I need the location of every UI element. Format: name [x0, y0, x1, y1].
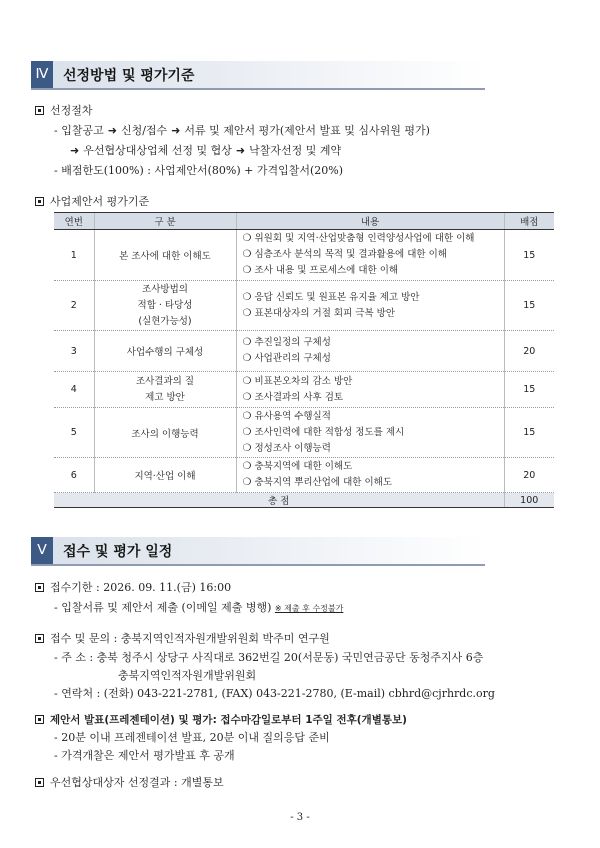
row-content: ❍ 위원회 및 지역·산업맞춤형 인력양성사업에 대한 이해 ❍ 심층조사 분석의 목적 및 결과활용에 대한 이해 ❍ 조사 내용 및 프로세스에 대한 이해 — [236, 230, 504, 281]
arrow-right-icon: ➜ — [70, 144, 80, 157]
row-number: 6 — [54, 458, 94, 493]
step: 낙찰자선정 및 계약 — [249, 144, 342, 157]
table-row — [54, 372, 554, 408]
col-header-content: 내용 — [236, 213, 504, 230]
row-category: 조사결과의 질 제고 방안 — [94, 372, 236, 408]
section-5-header — [31, 537, 485, 566]
arrow-right-icon: ➜ — [235, 144, 246, 157]
row-score: 15 — [504, 372, 554, 408]
row-number: 3 — [54, 331, 94, 372]
presentation-sub-1: - 20분 이내 프레젠테이션 발표, 20분 이내 질의응답 준비 — [54, 731, 330, 744]
circle-bullet-icon: ❍ — [242, 337, 252, 348]
square-bullet-icon — [35, 583, 44, 592]
no-modification-note: ※ 제출 후 수정불가 — [274, 604, 344, 613]
circle-bullet-icon: ❍ — [242, 307, 252, 319]
table-row — [54, 408, 554, 458]
circle-bullet-icon: ❍ — [242, 442, 252, 454]
procedure-steps-line-2 — [66, 144, 341, 158]
procedure-heading: 선정절차 — [35, 104, 93, 118]
procedure-steps-line-1: - 입찰공고 ➜ 신청/접수 ➜ 서류 및 제안서 평가(제안서 발표 및 심사위원 평가) — [54, 124, 430, 137]
circle-bullet-icon: ❍ — [242, 249, 252, 260]
arrow-right-icon: ➜ — [171, 124, 181, 137]
square-bullet-icon — [35, 634, 44, 643]
step: 우선협상대상업체 선정 및 협상 — [83, 144, 232, 157]
table-row — [54, 331, 554, 372]
row-number: 4 — [54, 372, 94, 408]
row-score: 15 — [504, 230, 554, 281]
step: 신청/접수 — [120, 124, 168, 137]
deadline: 접수기한 : 2026. 09. 11.(금) 16:00 — [35, 581, 231, 595]
square-bullet-icon — [35, 106, 44, 115]
row-category: 조사방법의 적합 · 타당성 (실현가능성) — [94, 281, 236, 331]
circle-bullet-icon: ❍ — [242, 426, 252, 438]
table-row — [54, 230, 554, 281]
circle-bullet-icon: ❍ — [242, 233, 252, 244]
section-title: 선정방법 및 평가기준 — [63, 67, 195, 84]
section-number: Ⅳ — [31, 61, 53, 88]
allocation-limit: - 배점한도(100%) : 사업제안서(80%) + 가격입찰서(20%) — [54, 164, 343, 177]
step: 입찰공고 — [61, 124, 104, 137]
table-header-row — [54, 213, 554, 230]
section-4-header — [31, 61, 485, 90]
row-category: 지역·산업 이해 — [94, 458, 236, 493]
circle-bullet-icon: ❍ — [242, 461, 252, 472]
total-score: 100 — [504, 493, 554, 508]
square-bullet-icon — [35, 778, 44, 787]
arrow-right-icon: ➜ — [107, 124, 117, 137]
circle-bullet-icon: ❍ — [242, 353, 252, 364]
row-number: 2 — [54, 281, 94, 331]
col-header-score: 배점 — [504, 213, 554, 230]
table-row — [54, 458, 554, 493]
section-number: Ⅴ — [31, 537, 53, 564]
deadline-sub: - 입찰서류 및 제안서 제출 (이메일 제출 병행) ※ 제출 후 수정불가 — [54, 601, 344, 614]
criteria-heading: 사업제안서 평가기준 — [35, 195, 149, 209]
selection-result: 우선협상대상자 선정결과 : 개별통보 — [35, 776, 224, 790]
circle-bullet-icon: ❍ — [242, 291, 252, 303]
col-header-no: 연번 — [54, 213, 94, 230]
phone: - 연락처 : (전화) 043-221-2781, (FAX) 043-221-2780, (E-mail) cbhrd@cjrhrdc.org — [54, 687, 495, 700]
row-category: 본 조사에 대한 이해도 — [94, 230, 236, 281]
row-number: 1 — [54, 230, 94, 281]
row-content: ❍ 충북지역에 대한 이해도 ❍ 충북지역 뿌리산업에 대한 이해도 — [236, 458, 504, 493]
evaluation-table — [54, 212, 554, 508]
presentation: 제안서 발표(프레젠테이션) 및 평가: 접수마감일로부터 1주일 전후(개별통보) — [35, 713, 407, 727]
circle-bullet-icon: ❍ — [242, 410, 252, 422]
circle-bullet-icon: ❍ — [242, 477, 252, 488]
page-number: - 3 - — [290, 812, 310, 823]
section-title: 접수 및 평가 일정 — [63, 543, 173, 560]
circle-bullet-icon: ❍ — [242, 265, 252, 276]
step: 서류 및 제안서 평가(제안서 발표 및 심사위원 평가) — [184, 124, 430, 137]
row-score: 15 — [504, 281, 554, 331]
address: - 주 소 : 충북 청주시 상당구 사직대로 362번길 20(서문동) 국민연금공단 동청주지사 6층 — [54, 651, 484, 664]
row-category: 사업수행의 구체성 — [94, 331, 236, 372]
square-bullet-icon — [35, 715, 44, 724]
circle-bullet-icon: ❍ — [242, 391, 252, 403]
row-content: ❍ 응답 신뢰도 및 원표본 유지율 제고 방안 ❍ 표본대상자의 거절 회피 극복 방안 — [236, 281, 504, 331]
row-score: 20 — [504, 458, 554, 493]
row-score: 20 — [504, 331, 554, 372]
row-content: ❍ 유사용역 수행실적 ❍ 조사인력에 대한 적합성 정도를 제시 ❍ 정성조사 이행능력 — [236, 408, 504, 458]
row-number: 5 — [54, 408, 94, 458]
total-label: 총 점 — [54, 493, 504, 508]
row-content: ❍ 추진일정의 구체성 ❍ 사업관리의 구체성 — [236, 331, 504, 372]
presentation-sub-2: - 가격개찰은 제안서 평가발표 후 공개 — [54, 749, 235, 762]
row-score: 15 — [504, 408, 554, 458]
table-row — [54, 281, 554, 331]
row-content: ❍ 비표본오차의 감소 방안 ❍ 조사결과의 사후 검토 — [236, 372, 504, 408]
table-total-row — [54, 493, 554, 508]
circle-bullet-icon: ❍ — [242, 375, 252, 387]
address-line-2: 충북지역인적자원개발위원회 — [118, 669, 257, 682]
square-bullet-icon — [35, 197, 44, 206]
contact: 접수 및 문의 : 충북지역인적자원개발위원회 박주미 연구원 — [35, 632, 330, 646]
row-category: 조사의 이행능력 — [94, 408, 236, 458]
col-header-category: 구 분 — [94, 213, 236, 230]
